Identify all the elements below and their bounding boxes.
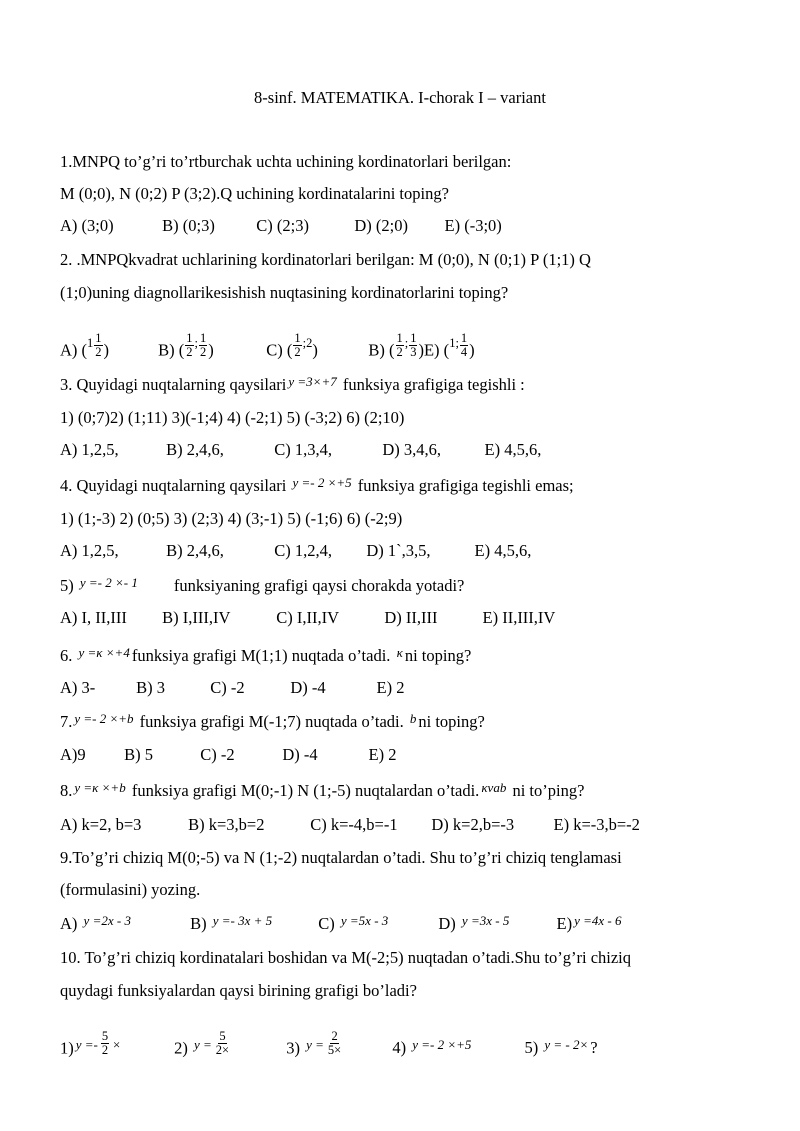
q6-option-d: D) -4 [290, 678, 326, 697]
q10-options [60, 1029, 598, 1063]
q5-option-b: B) I,III,IV [162, 608, 231, 627]
q1-option-c: C) (2;3) [256, 216, 309, 235]
q7-option-c: C) -2 [200, 745, 235, 764]
q6-option-c: C) -2 [210, 678, 245, 697]
q1-option-e: E) (-3;0) [444, 216, 502, 235]
q5-option-d: D) II,III [384, 608, 438, 627]
q8-option-c: C) k=-4,b=-1 [310, 815, 398, 834]
q7-option-d: D) -4 [282, 745, 318, 764]
q3-option-b: B) 2,4,6, [166, 440, 224, 459]
q10-option-1: 1) y =- $\frac{5}{2}$ × [60, 1029, 121, 1058]
q2-text-line1: 2. .MNPQkvadrat uchlarining kordinatorlari berilgan: M (0;0), N (0;1) P (1;1) Q [60, 250, 591, 269]
q9-text-line1: 9.To’g’ri chiziq M(0;-5) va N (1;-2) nuqtalardan o’tadi. Shu to’g’ri chiziq tenglamasi [60, 848, 622, 867]
q2-option-d-e: B) ( $\frac{1}{2}$ ; $\frac{1}{3}$ )E) ($^{1;}$ $\frac{1}{4}$ ) [368, 331, 475, 360]
page-title: 8-sinf. MATEMATIKA. I-chorak I – variant [254, 88, 546, 107]
q3-option-e: E) 4,5,6, [484, 440, 542, 459]
q9-option-a: A) y =2x - 3 [60, 913, 131, 933]
q7-options [60, 745, 396, 765]
q2-options [60, 331, 475, 365]
q4-option-e: E) 4,5,6, [474, 541, 532, 560]
q1-option-b: B) (0;3) [162, 216, 215, 235]
q2-option-c: C) ( $\frac{1}{2}$ $^{;2}$) [266, 331, 318, 360]
q10-option-5: 5) y = - 2× ? [524, 1037, 598, 1058]
q9-options [60, 914, 623, 935]
q3-options [60, 440, 541, 460]
q3-points: 1) (0;7)2) (1;11) 3)(-1;4) 4) (-2;1) 5) (-3;2) 6) (2;10) [60, 408, 405, 427]
q10-option-4: 4) y =- 2 ×+5 [392, 1037, 472, 1058]
q5-option-c: C) I,II,IV [276, 608, 340, 627]
q2-a-fraction: $\frac{1}{2}$ [95, 331, 102, 359]
q7-text: 7. y =- 2 ×+b funksiya grafigi M(-1;7) nuqtada o’tadi. b ni toping? [60, 711, 485, 731]
q1-text-line1: 1.MNPQ to’g’ri to’rtburchak uchta uchining kordinatorlari berilgan: [60, 152, 512, 171]
q9-option-d: D) y =3x - 5 [438, 913, 510, 933]
q9-option-e: E) y =4x - 6 [556, 913, 622, 933]
q8-formula: y =κ ×+b [74, 780, 126, 795]
q4-option-c: C) 1,2,4, [274, 541, 332, 560]
q3-formula: y =3×+7 [288, 374, 337, 389]
q4-formula: y =- 2 ×+5 [292, 475, 352, 490]
q6-formula: y =κ ×+4 [78, 645, 130, 660]
q5-options [60, 608, 555, 628]
q6-option-b: B) 3 [136, 678, 165, 697]
q5-text: 5) y =- 2 ×- 1 funksiyaning grafigi qaysi chorakda yotadi? [60, 575, 465, 595]
q6-option-e: E) 2 [376, 678, 405, 697]
q7-option-a: A)9 [60, 745, 86, 764]
q3-option-c: C) 1,3,4, [274, 440, 332, 459]
q7-option-b: B) 5 [124, 745, 153, 764]
q2-option-b: B) ( $\frac{1}{2}$ ; $\frac{1}{2}$ ) [158, 331, 214, 360]
q8-options [60, 815, 640, 835]
q6-text: 6. y =κ ×+4 funksiya grafigi M(1;1) nuqtada o’tadi. κ ni toping? [60, 645, 472, 665]
q7-formula: y =- 2 ×+b [74, 711, 134, 726]
q10-option-2: 2) y = $\frac{5}{2\times}$ [174, 1029, 230, 1058]
q8-option-d: D) k=2,b=-3 [431, 815, 515, 834]
q4-option-a: A) 1,2,5, [60, 541, 119, 560]
q3-text: 3. Quyidagi nuqtalarning qaysilari y =3×+7 funksiya grafigiga tegishli : [60, 374, 525, 394]
q8-text: 8. y =κ ×+b funksiya grafigi M(0;-1) N (1;-5) nuqtalardan o’tadi. κvab ni to’ping? [60, 780, 585, 800]
q9-option-c: C) y =5x - 3 [318, 913, 389, 933]
q6-options [60, 678, 404, 698]
q10-text-line2: quydagi funksiyalardan qaysi birining grafigi bo’ladi? [60, 981, 417, 1000]
q4-points: 1) (1;-3) 2) (0;5) 3) (2;3) 4) (3;-1) 5) (-1;6) 6) (-2;9) [60, 509, 403, 528]
q5-formula: y =- 2 ×- 1 [79, 575, 138, 590]
q9-text-line2: (formulasini) yozing. [60, 880, 201, 899]
q8-option-b: B) k=3,b=2 [188, 815, 265, 834]
q1-option-a: A) (3;0) [60, 216, 114, 235]
q7-option-e: E) 2 [368, 745, 397, 764]
q4-option-d: D) 1`,3,5, [366, 541, 431, 560]
q3-option-d: D) 3,4,6, [382, 440, 442, 459]
q8-option-e: E) k=-3,b=-2 [553, 815, 640, 834]
q4-text: 4. Quyidagi nuqtalarning qaysilari y =- 2 ×+5 funksiya grafigiga tegishli emas; [60, 475, 574, 495]
q9-option-b: B) y =- 3x + 5 [190, 913, 273, 933]
q2-text-line2: (1;0)uning diagnollarikesishish nuqtasining kordinatorlarini toping? [60, 283, 509, 302]
q2-option-a: A) ($^1$ $\frac{1}{2}$ ) [60, 331, 110, 360]
q6-option-a: A) 3- [60, 678, 96, 697]
q8-option-a: A) k=2, b=3 [60, 815, 142, 834]
q1-option-d: D) (2;0) [354, 216, 408, 235]
q5-option-e: E) II,III,IV [482, 608, 556, 627]
q10-option-3: 3) y = $\frac{2}{5\times}$ [286, 1029, 342, 1058]
q1-text-line2: M (0;0), N (0;2) P (3;2).Q uchining kordinatalarini toping? [60, 184, 449, 203]
q3-option-a: A) 1,2,5, [60, 440, 119, 459]
q4-option-b: B) 2,4,6, [166, 541, 224, 560]
q10-text-line1: 10. To’g’ri chiziq kordinatalari boshidan va M(-2;5) nuqtadan o’tadi.Shu to’g’ri chiziq [60, 948, 632, 967]
q5-option-a: A) I, II,III [60, 608, 127, 627]
q1-options [60, 216, 502, 236]
q4-options [60, 541, 531, 561]
